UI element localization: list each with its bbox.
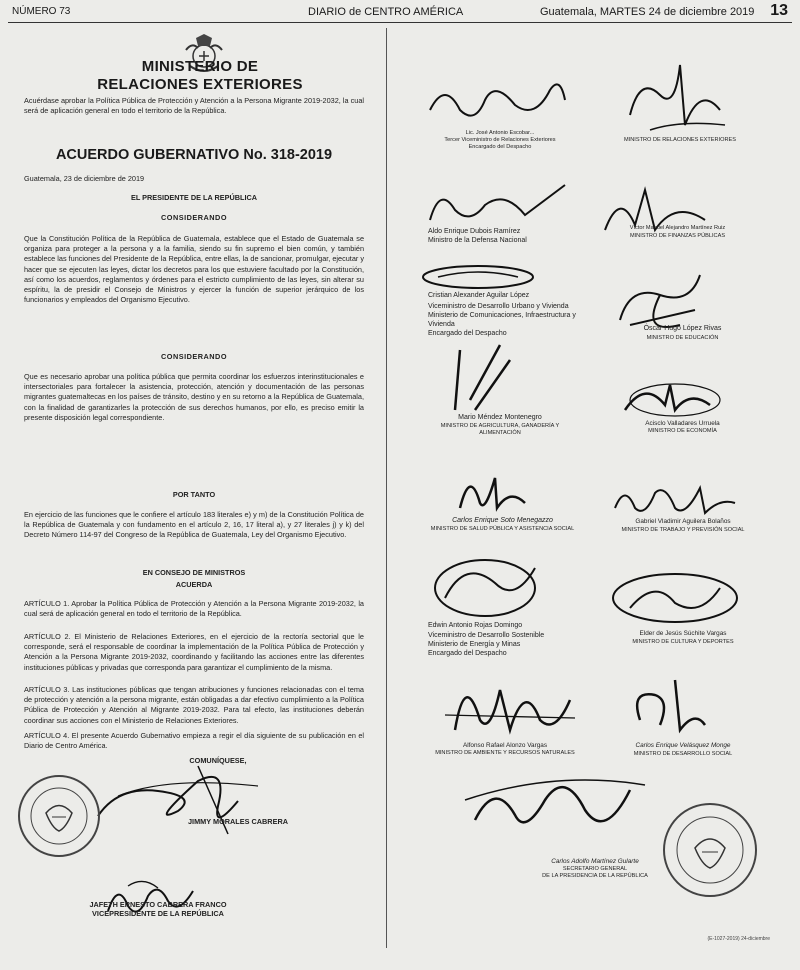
signature-7 — [440, 340, 520, 420]
article-2: ARTÍCULO 2. El Ministerio de Relaciones Exteriores, en el ejercicio de la rectoría sectorial que le corresponde, será el responsable de coordinar la implementación de la Política Pública de Protección y Atención a la Persona Migrante 2019-2032, coordinando y facilitando las acciones entre las diferentes instituciones públicas y privadas que corresponda para garantizar el cumplimiento de la misma. — [24, 632, 364, 672]
ministry-title-line2: RELACIONES EXTERIORES — [97, 76, 303, 93]
issue-number: NÚMERO 73 — [12, 6, 71, 17]
ministry-title-line1: MINISTERIO DE — [141, 58, 259, 75]
signature-10 — [610, 478, 740, 518]
signature-1 — [425, 70, 575, 130]
considerando2-text: Que es necesario aprobar una política pública que permita coordinar los esfuerzos interinstitucionales e intersectoriales para fortalecer la asistencia, protección, atención y documentación de las personas migrantes guatemaltecas en los países de tránsito, destino y en su retorno a la República de Guatemala, con la finalidad de garantizarles la protección de sus derechos humanos, por ello, es preciso emitir la presente disposición legal correspondiente. — [24, 372, 364, 422]
publication-reference: (E-1027-2019) 24-diciembre — [707, 936, 770, 942]
newspaper-name: DIARIO de CENTRO AMÉRICA — [308, 6, 464, 18]
signatory-12-title: MINISTRO DE CULTURA Y DEPORTES — [632, 639, 734, 645]
page-number: 13 — [770, 2, 788, 19]
official-seal-right — [660, 800, 760, 900]
column-divider — [386, 28, 387, 948]
considerando2-heading: CONSIDERANDO — [161, 352, 227, 361]
issue-date: Guatemala, MARTES 24 de diciembre 2019 — [540, 6, 755, 18]
article-3: ARTÍCULO 3. Las instituciones públicas que tengan atribuciones y funciones relacionadas con el tema de protección y atención a la persona migrante, están obligadas a dar efectivo cumplimiento a la Política Pública de Protección y Atención al Migrante 2019-2032. Para tal efecto, las instituciones deberán coordinar sus acciones con el Ministerio de Relaciones Exteriores. — [24, 685, 364, 725]
signatory-3-title: Ministro de la Defensa Nacional — [428, 237, 527, 244]
signatory-13-title: MINISTRO DE AMBIENTE Y RECURSOS NATURALES — [435, 750, 575, 756]
newspaper-header — [8, 2, 792, 23]
signatory-1-title: Tercer Viceministro de Relaciones Exteriores — [444, 137, 556, 143]
considerando1-heading: CONSIDERANDO — [161, 213, 227, 222]
signatory-8-name: Acisclo Valladares Urruela — [645, 420, 720, 427]
signature-12 — [605, 568, 745, 628]
signatory-9-name: Carlos Enrique Soto Menegazzo — [452, 517, 553, 524]
signatory-3-name: Aldo Enrique Dubois Ramírez — [428, 228, 521, 235]
signature-3 — [425, 170, 575, 230]
signatory-6-name: Óscar Hugo López Rivas — [643, 325, 722, 332]
signatory-15-title: SECRETARIO GENERAL — [562, 866, 628, 872]
consejo-heading: EN CONSEJO DE MINISTROS — [142, 568, 246, 577]
signatory-4-title: MINISTRO DE FINANZAS PÚBLICAS — [629, 233, 726, 239]
signature-5 — [418, 262, 538, 292]
signatory-9-title: MINISTRO DE SALUD PÚBLICA Y ASISTENCIA SOCIAL — [430, 526, 575, 532]
signatory-12-name: Elder de Jesús Súchite Vargas — [639, 630, 727, 637]
signatory-5-name: Cristian Alexander Aguilar López — [428, 292, 530, 299]
signatory-15-name: Carlos Adolfo Martínez Gularte — [551, 858, 639, 865]
signature-11 — [425, 548, 555, 623]
signatory-4-name: Víctor Manuel Alejandro Martínez Ruiz — [629, 225, 726, 231]
signatory-1-name: Lic. José Antonio Escobar... — [465, 130, 535, 136]
considerando1-text: Que la Constitución Política de la República de Guatemala, establece que el Estado de Guatemala se organiza para proteger a la persona y a la familia, siendo su fin supremo el bien común, y también establece las funciones del Presidente de la República, entre ellas, la de sancionar, promulgar, ejecutar y hacer que se ejecuten las leyes, dictar los decretos para los que estuviere facultado por la Constitución, así como los acuerdos, reglamentos y órdenes para el estricto cumplimiento de las leyes, sin alterar su espíritu, la de presidir el Consejo de Ministros y ejercer la función de superior jerárquico de los funcionarios y empleados del Organismo Ejecutivo. — [24, 234, 364, 305]
article-1: ARTÍCULO 1. Aprobar la Política Pública de Protección y Atención a la Persona Migrante 2019-2032, la cual será de aplicación general en todo el territorio de la República. — [24, 599, 364, 619]
official-seal-left — [16, 773, 102, 859]
article-4: ARTÍCULO 4. El presente Acuerdo Gubernativo empieza a regir el día siguiente de su publicación en el Diario de Centro América. — [24, 731, 364, 751]
vicepresident-title: VICEPRESIDENTE DE LA REPÚBLICA — [92, 909, 224, 918]
summary-text: Acuérdase aprobar la Política Pública de Protección y Atención a la Persona Migrante 2019-2032, la cual será de aplicación general en todo el territorio de la República. — [24, 96, 364, 116]
signature-15 — [455, 760, 655, 855]
signatory-7-name: Mario Méndez Montenegro — [458, 414, 542, 421]
signatory-10-title: MINISTRO DE TRABAJO Y PREVISIÓN SOCIAL — [621, 527, 745, 533]
place-date: Guatemala, 23 de diciembre de 2019 — [24, 174, 145, 183]
signatory-6-title: MINISTRO DE EDUCACIÓN — [646, 335, 719, 341]
signature-13 — [440, 660, 580, 740]
signatory-1-role: Encargado del Despacho — [468, 144, 532, 150]
signature-14 — [620, 670, 720, 740]
signatory-8-title: MINISTRO DE ECONOMÍA — [648, 428, 717, 434]
signature-9 — [445, 458, 545, 518]
president-heading: EL PRESIDENTE DE LA REPÚBLICA — [130, 193, 258, 202]
signatory-10-name: Gabriel Vladimir Aguilera Bolaños — [635, 518, 731, 525]
portanto-text: En ejercicio de las funciones que le confiere el artículo 183 literales e) y m) de la Constitución Política de la República de Guatemala y con fundamento en el artículo 2, 16, 17 literal a), y 27 literales j) y k) del Decreto Número 114-97 del Congreso de la República de Guatemala, Ley del Organismo Ejecutivo. — [24, 510, 364, 540]
signatory-14-title: MINISTRO DE DESARROLLO SOCIAL — [633, 751, 733, 757]
signatory-11-role: Encargado del Despacho — [428, 650, 507, 657]
signatory-2-title: MINISTRO DE RELACIONES EXTERIORES — [624, 137, 736, 143]
signatory-7-title: MINISTRO DE AGRICULTURA, GANADERÍA Y ALIMENTACIÓN — [440, 423, 560, 436]
signature-2 — [620, 55, 730, 135]
president-name: JIMMY MORALES CABRERA — [187, 817, 288, 826]
signatory-5-role: Encargado del Despacho — [428, 330, 507, 337]
signatory-5-title: Viceministro de Desarrollo Urbano y Vivienda — [428, 303, 569, 310]
agreement-title: ACUERDO GUBERNATIVO No. 318-2019 — [55, 147, 333, 163]
signatory-11-name: Edwin Antonio Rojas Domingo — [428, 622, 523, 629]
vicepresident-name: JAFETH ERNESTO CABRERA FRANCO — [89, 900, 227, 909]
signature-8 — [615, 375, 725, 420]
signatory-15-title2: DE LA PRESIDENCIA DE LA REPÚBLICA — [542, 873, 648, 879]
portanto-heading: POR TANTO — [172, 490, 216, 499]
signatory-5-title2: Ministerio de Comunicaciones, Infraestructura y Vivienda — [428, 312, 576, 328]
acuerda-heading: ACUERDA — [175, 580, 213, 589]
signatory-13-name: Alfonso Rafael Alonzo Vargas — [462, 742, 548, 749]
signatory-11-title: Viceministro de Desarrollo Sostenible — [428, 632, 545, 639]
signatory-14-name: Carlos Enrique Velásquez Monge — [635, 742, 731, 749]
comuniquese: COMUNÍQUESE, — [189, 756, 247, 765]
signatory-11-title2: Ministerio de Energía y Minas — [428, 641, 521, 648]
